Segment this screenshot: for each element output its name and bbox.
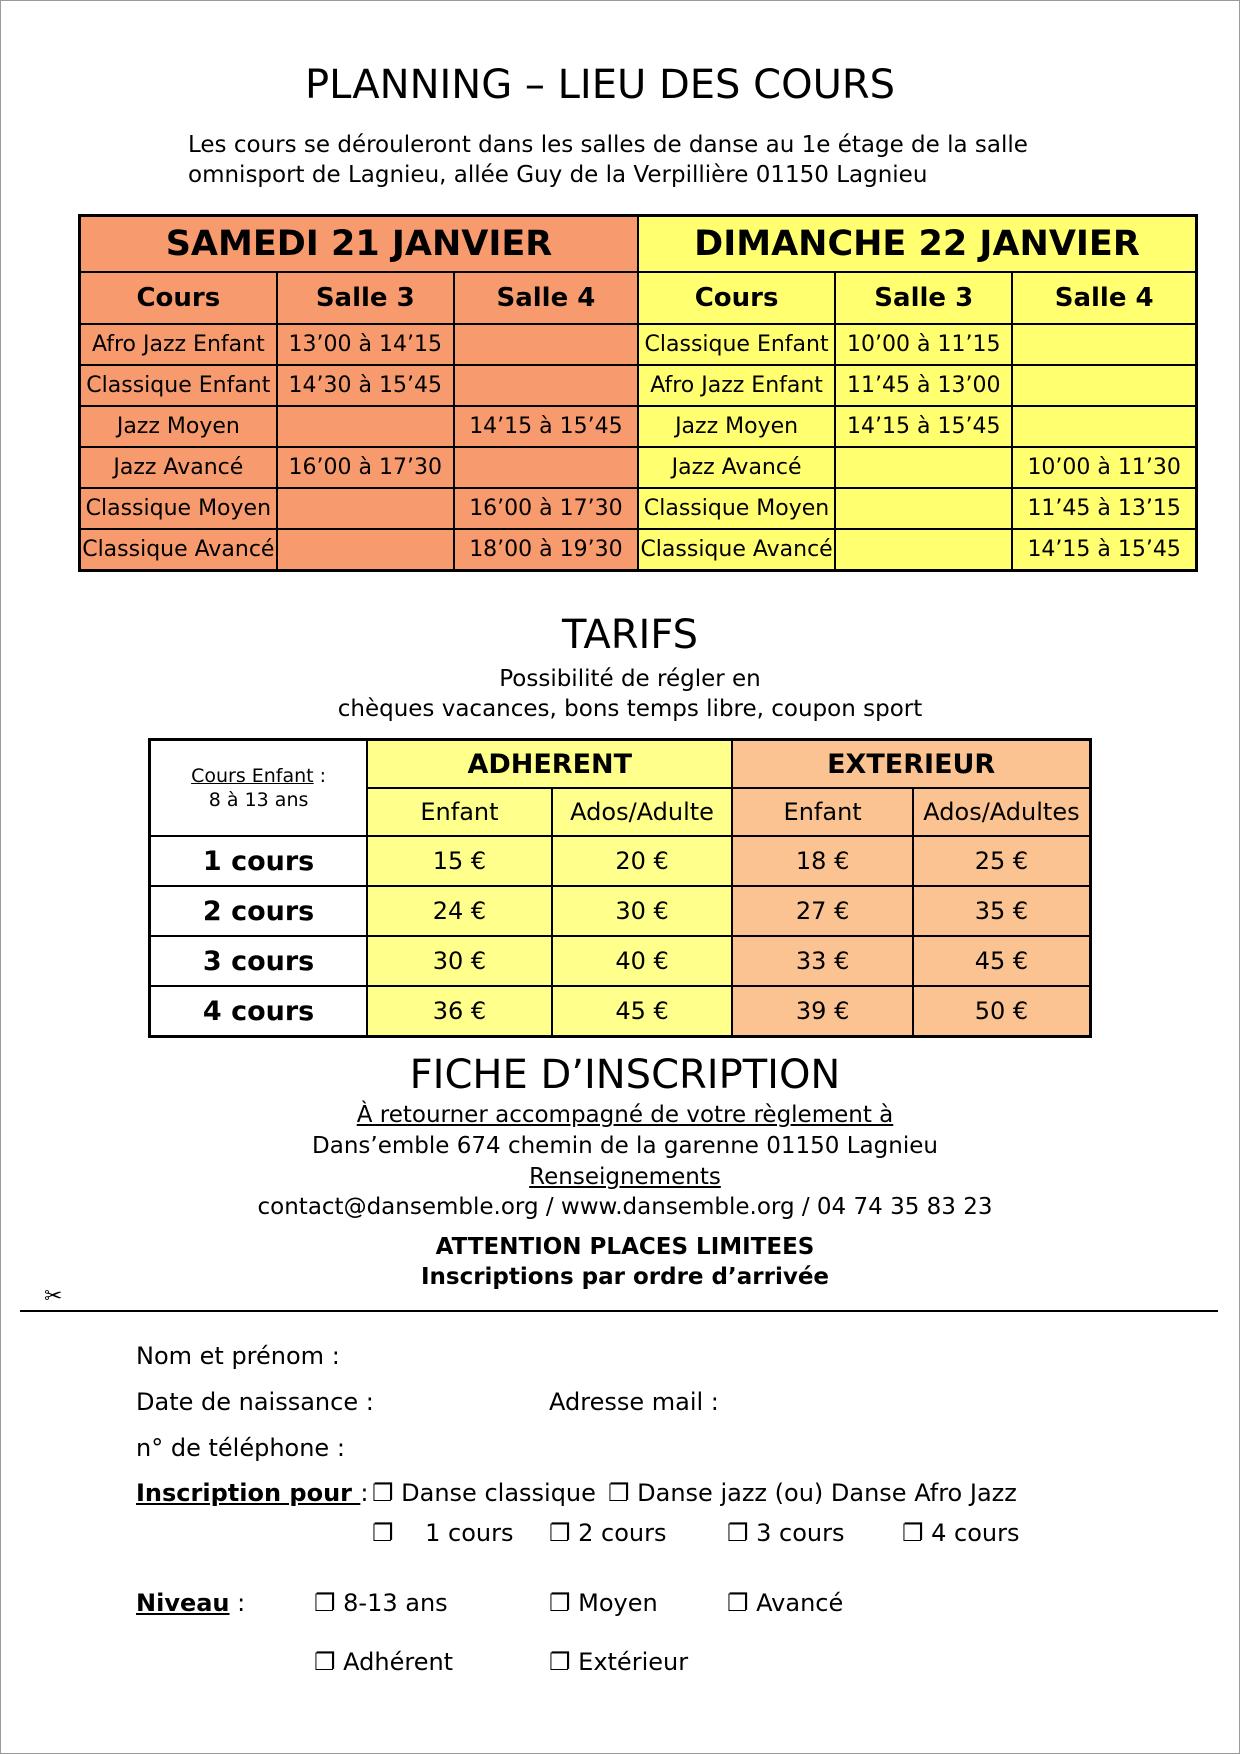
option-label: Adhérent: [343, 1648, 454, 1676]
info-label: Renseignements: [529, 1164, 721, 1190]
saturday-col-salle4: Salle 4: [454, 272, 638, 324]
table-cell: Classique Enfant: [638, 324, 835, 365]
corner-age: 8 à 13 ans: [208, 789, 309, 811]
cut-line: [20, 1310, 1218, 1312]
checkbox-icon: ❐: [727, 1589, 749, 1617]
table-cell: [1012, 365, 1196, 406]
price-cell: 36 €: [367, 986, 552, 1037]
niveau-colon: :: [229, 1589, 246, 1617]
planning-row: [80, 406, 1197, 447]
tarif-row: [150, 836, 1091, 886]
option-1-cours[interactable]: [372, 1519, 514, 1547]
option-label: Avancé: [756, 1589, 844, 1617]
corner-colon: :: [313, 765, 327, 787]
tarifs-note: [0, 664, 1240, 724]
sunday-col-salle4: Salle 4: [1012, 272, 1196, 324]
table-cell: [277, 488, 454, 529]
birth-label: Date de naissance :: [136, 1388, 374, 1416]
checkbox-icon: ❐: [902, 1519, 924, 1547]
inscription-colon: :: [360, 1479, 369, 1507]
table-cell: Classique Moyen: [80, 488, 277, 529]
tarifs-table: [148, 738, 1092, 1038]
table-cell: 10’00 à 11’15: [835, 324, 1012, 365]
email-label: Adresse mail :: [549, 1388, 719, 1416]
name-label: Nom et prénom :: [136, 1342, 340, 1370]
option-4-cours[interactable]: [902, 1519, 1020, 1547]
table-cell: Afro Jazz Enfant: [80, 324, 277, 365]
planning-row: [80, 447, 1197, 488]
fiche-title: FICHE D’INSCRIPTION: [409, 1052, 841, 1098]
table-cell: 18’00 à 19’30: [454, 529, 638, 571]
phone-label: n° de téléphone :: [136, 1434, 345, 1462]
price-cell: 30 €: [367, 936, 552, 986]
warning-text: ATTENTION PLACES LIMITEES: [435, 1234, 815, 1260]
option-label: Danse jazz (ou) Danse Afro Jazz: [637, 1479, 1017, 1507]
page-title: PLANNING – LIEU DES COURS: [304, 62, 896, 108]
tarif-row: [150, 886, 1091, 936]
table-cell: Jazz Avancé: [80, 447, 277, 488]
tarifs-note-line-2: chèques vacances, bons temps libre, coupon sport: [337, 696, 923, 722]
option-8-13-ans[interactable]: [314, 1589, 448, 1617]
checkbox-icon: ❐: [549, 1519, 571, 1547]
sub-adulte-adherent: Ados/Adulte: [552, 788, 733, 836]
price-cell: 40 €: [552, 936, 733, 986]
table-cell: [454, 447, 638, 488]
checkbox-icon: ❐: [314, 1589, 336, 1617]
contact-line: contact@dansemble.org / www.dansemble.org / 04 74 35 83 23: [257, 1194, 993, 1220]
option-2-cours[interactable]: [549, 1519, 667, 1547]
table-cell: [1012, 406, 1196, 447]
checkbox-icon: ❐: [372, 1519, 394, 1547]
option-label: 2 cours: [578, 1519, 667, 1547]
planning-row: [80, 365, 1197, 406]
table-cell: Jazz Avancé: [638, 447, 835, 488]
group-exterieur: EXTERIEUR: [732, 740, 1090, 789]
checkbox-icon: ❐: [727, 1519, 749, 1547]
intro-line-2: omnisport de Lagnieu, allée Guy de la Verpillière 01150 Lagnieu: [188, 162, 928, 188]
option-avance[interactable]: [727, 1589, 843, 1617]
inscription-label: [136, 1479, 368, 1507]
price-cell: 25 €: [913, 836, 1091, 886]
intro-line-1: Les cours se dérouleront dans les salles de danse au 1e étage de la salle: [188, 132, 1028, 158]
checkbox-icon: ❐: [549, 1648, 571, 1676]
return-note: À retourner accompagné de votre règlement à: [356, 1102, 894, 1128]
option-label: 1 cours: [425, 1519, 514, 1547]
table-cell: 14’30 à 15’45: [277, 365, 454, 406]
corner-label: Cours Enfant: [191, 765, 314, 787]
price-cell: 33 €: [732, 936, 913, 986]
option-3-cours[interactable]: [727, 1519, 845, 1547]
option-label: Danse classique: [401, 1479, 596, 1507]
sub-adulte-exterieur: Ados/Adultes: [913, 788, 1091, 836]
saturday-header: SAMEDI 21 JANVIER: [80, 216, 638, 273]
group-adherent: ADHERENT: [367, 740, 732, 789]
price-cell: 30 €: [552, 886, 733, 936]
table-cell: 16’00 à 17’30: [277, 447, 454, 488]
option-label: Moyen: [578, 1589, 658, 1617]
table-cell: Jazz Moyen: [80, 406, 277, 447]
option-danse-classique[interactable]: [372, 1479, 596, 1507]
checkbox-icon: ❐: [549, 1589, 571, 1617]
table-cell: [835, 529, 1012, 571]
price-cell: 45 €: [552, 986, 733, 1037]
option-label: 4 cours: [931, 1519, 1020, 1547]
table-cell: 10’00 à 11’30: [1012, 447, 1196, 488]
table-cell: 11’45 à 13’00: [835, 365, 1012, 406]
table-cell: 14’15 à 15’45: [454, 406, 638, 447]
price-cell: 27 €: [732, 886, 913, 936]
table-cell: [454, 324, 638, 365]
order-text: Inscriptions par ordre d’arrivée: [420, 1264, 830, 1290]
intro-text: [188, 130, 1088, 190]
inscription-text: Inscription pour: [136, 1479, 361, 1507]
option-label: 3 cours: [756, 1519, 845, 1547]
table-cell: [1012, 324, 1196, 365]
tarif-row-label: 2 cours: [150, 886, 368, 936]
table-cell: 14’15 à 15’45: [835, 406, 1012, 447]
sunday-col-salle3: Salle 3: [835, 272, 1012, 324]
checkbox-icon: ❐: [608, 1479, 630, 1507]
table-cell: [454, 365, 638, 406]
saturday-col-salle3: Salle 3: [277, 272, 454, 324]
planning-table: [78, 214, 1198, 572]
tarifs-note-line-1: Possibilité de régler en: [499, 666, 761, 692]
table-cell: [835, 488, 1012, 529]
saturday-col-cours: Cours: [80, 272, 277, 324]
price-cell: 45 €: [913, 936, 1091, 986]
niveau-text: Niveau: [136, 1589, 230, 1617]
planning-row: [80, 324, 1197, 365]
table-cell: Jazz Moyen: [638, 406, 835, 447]
option-danse-jazz[interactable]: [608, 1479, 1017, 1507]
sunday-header: DIMANCHE 22 JANVIER: [638, 216, 1197, 273]
price-cell: 15 €: [367, 836, 552, 886]
planning-row: [80, 488, 1197, 529]
option-label: Extérieur: [578, 1648, 689, 1676]
table-cell: 13’00 à 14’15: [277, 324, 454, 365]
table-cell: Classique Avancé: [80, 529, 277, 571]
price-cell: 24 €: [367, 886, 552, 936]
tarifs-title: TARIFS: [562, 612, 698, 658]
tarif-row-label: 1 cours: [150, 836, 368, 886]
planning-row: [80, 529, 1197, 571]
table-cell: Classique Moyen: [638, 488, 835, 529]
price-cell: 35 €: [913, 886, 1091, 936]
checkbox-icon: ❐: [314, 1648, 336, 1676]
option-label: 8-13 ans: [343, 1589, 448, 1617]
table-cell: 11’45 à 13’15: [1012, 488, 1196, 529]
table-cell: Classique Enfant: [80, 365, 277, 406]
table-cell: [277, 406, 454, 447]
tarifs-corner: [150, 740, 368, 837]
sunday-col-cours: Cours: [638, 272, 835, 324]
table-cell: 14’15 à 15’45: [1012, 529, 1196, 571]
tarif-row-label: 4 cours: [150, 986, 368, 1037]
price-cell: 50 €: [913, 986, 1091, 1037]
address: Dans’emble 674 chemin de la garenne 01150 Lagnieu: [312, 1133, 938, 1159]
table-cell: [835, 447, 1012, 488]
table-cell: [277, 529, 454, 571]
niveau-label: [136, 1589, 245, 1617]
tarif-row: [150, 986, 1091, 1037]
option-exterieur[interactable]: [549, 1648, 688, 1676]
sub-enfant-exterieur: Enfant: [732, 788, 913, 836]
option-adherent[interactable]: [314, 1648, 453, 1676]
sub-enfant-adherent: Enfant: [367, 788, 552, 836]
price-cell: 18 €: [732, 836, 913, 886]
table-cell: Afro Jazz Enfant: [638, 365, 835, 406]
option-moyen[interactable]: [549, 1589, 658, 1617]
table-cell: 16’00 à 17’30: [454, 488, 638, 529]
table-cell: Classique Avancé: [638, 529, 835, 571]
price-cell: 20 €: [552, 836, 733, 886]
checkbox-icon: ❐: [372, 1479, 394, 1507]
scissors-icon: ✂: [44, 1284, 63, 1309]
price-cell: 39 €: [732, 986, 913, 1037]
tarif-row: [150, 936, 1091, 986]
tarif-row-label: 3 cours: [150, 936, 368, 986]
